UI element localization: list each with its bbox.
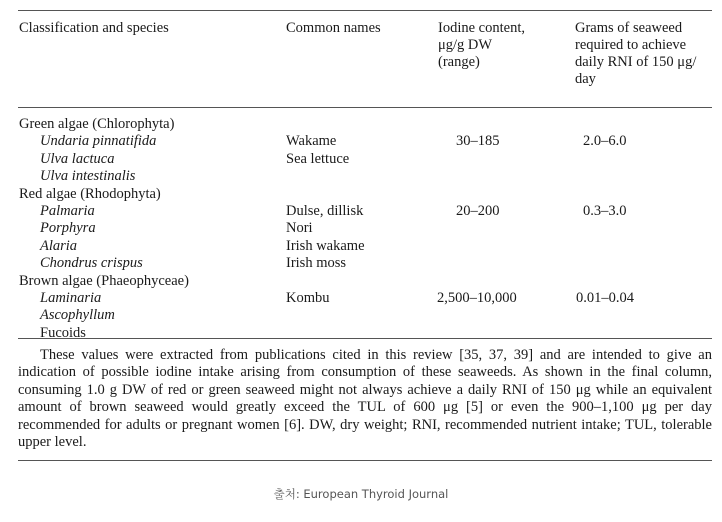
species-name: Fucoids (40, 324, 86, 341)
header-grams-line: daily RNI of 150 μg/ (575, 54, 697, 70)
iodine-range: 30–185 (456, 133, 500, 150)
species-name: Ulva intestinalis (40, 168, 136, 185)
header-iodine-line: μg/g DW (438, 37, 493, 53)
header-grams-seaweed (575, 20, 696, 88)
common-name: Wakame (286, 133, 337, 150)
grams-range: 0.3–3.0 (583, 203, 627, 219)
table-row (18, 168, 712, 185)
species-name: Chondrus crispus (40, 255, 143, 272)
header-iodine-content (438, 20, 525, 71)
iodine-range: 20–200 (456, 203, 500, 219)
header-common-names: Common names (286, 20, 381, 36)
header-iodine-line: (range) (438, 54, 480, 70)
table-body (18, 108, 712, 343)
table-row (18, 255, 712, 272)
iodine-range: 2,500–10,000 (437, 290, 517, 306)
species-name: Undaria pinnatifida (40, 133, 157, 150)
common-name: Dulse, dillisk (286, 203, 364, 219)
table-header (18, 11, 712, 107)
grams-range: 0.01–0.04 (576, 290, 634, 306)
common-name: Kombu (286, 290, 330, 306)
common-name: Sea lettuce (286, 150, 350, 167)
table-row (18, 238, 712, 255)
table-row (18, 290, 712, 307)
grams-range: 2.0–6.0 (583, 133, 627, 150)
header-classification: Classification and species (19, 20, 169, 36)
species-name: Palmaria (40, 203, 95, 219)
species-name: Laminaria (40, 290, 102, 306)
common-name: Irish moss (286, 255, 347, 272)
source-caption: 출처: European Thyroid Journal (273, 487, 449, 501)
iodine-table (18, 10, 712, 343)
common-name: Irish wakame (286, 237, 365, 254)
common-name: Nori (286, 220, 313, 237)
species-name: Ulva lactuca (40, 150, 115, 167)
table-bottom-rule (18, 338, 712, 339)
table-footnote: These values were extracted from publications cited in this review [35, 37, 39] and are intended to give an indication of possible iodine intake arising from consumption of these seaweeds. As shown in the final column, consuming 1.0 g DW of red or green seaweed might not always achieve a daily RNI of 150 μg while an equivalent amount of brown seaweed would greatly exceed the TUL of 600 μg [5] or even the 900–1,100 μg per day recommended for adults or pregnant women [6]. DW, dry weight; RNI, recommended nutrient intake; TUL, tolerable upper level. (18, 347, 712, 451)
table-row (18, 133, 712, 150)
species-name: Ascophyllum (40, 307, 115, 324)
header-grams-line: required to achieve (575, 37, 687, 53)
group-name: Brown algae (Phaeophyceae) (19, 272, 189, 289)
group-name: Green algae (Chlorophyta) (19, 116, 175, 132)
table-row (18, 151, 712, 168)
species-name: Porphyra (40, 220, 96, 237)
table-row (18, 203, 712, 220)
group-name: Red algae (Rhodophyta) (19, 185, 161, 202)
table-row (18, 220, 712, 237)
header-grams-line: Grams of seaweed (575, 20, 683, 36)
group-row (18, 273, 712, 290)
header-iodine-line: Iodine content, (438, 20, 525, 36)
group-row (18, 186, 712, 203)
species-name: Alaria (40, 237, 78, 254)
table-row (18, 307, 712, 324)
footnote-bottom-rule (18, 460, 712, 461)
group-row (18, 116, 712, 133)
table-row (18, 325, 712, 342)
header-grams-line: day (575, 71, 596, 87)
